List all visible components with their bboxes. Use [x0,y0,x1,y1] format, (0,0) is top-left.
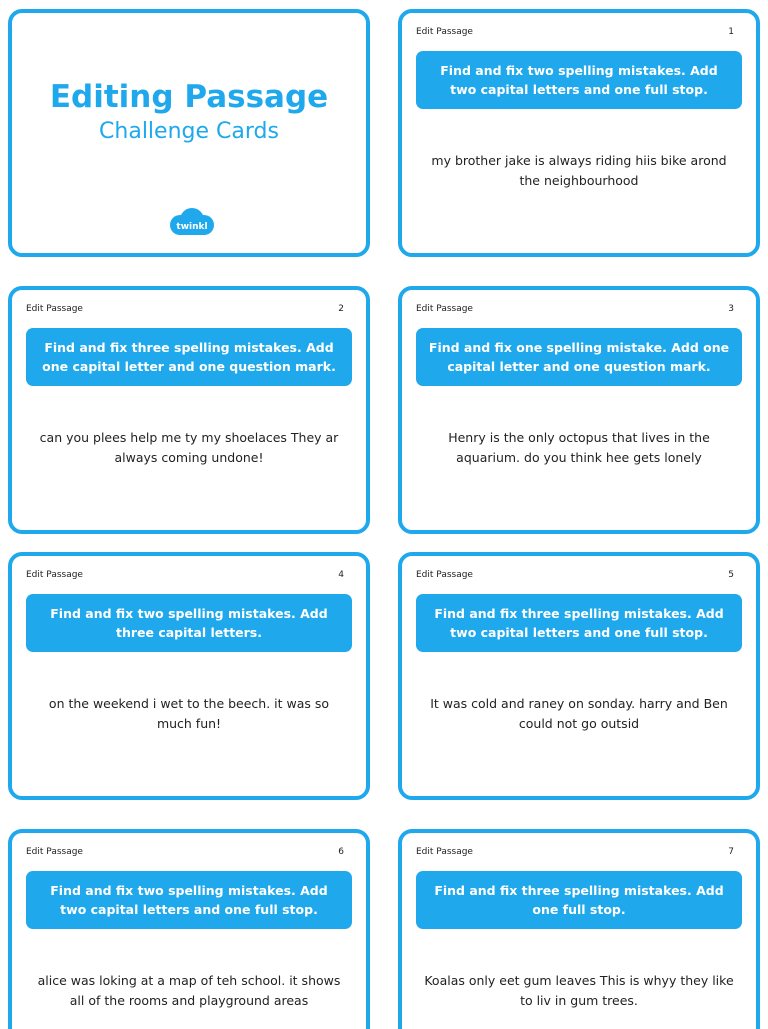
card-number: 4 [338,570,344,580]
instruction-text: Find and fix three spelling mistakes. Add one capital letter and one question mark. [42,340,336,374]
page-subtitle: Challenge Cards [99,119,279,144]
card-header: Edit Passage [416,847,473,857]
card-number: 6 [338,847,344,857]
instruction-text: Find and fix three spelling mistakes. Add one full stop. [434,883,724,917]
card-header: Edit Passage [416,27,473,37]
instruction-box [416,328,742,386]
instruction-box [416,594,742,652]
challenge-card-2 [8,286,370,534]
card-header: Edit Passage [26,304,83,314]
card-header: Edit Passage [416,570,473,580]
card-number: 2 [338,304,344,314]
instruction-box [416,51,742,109]
card-header: Edit Passage [26,570,83,580]
instruction-text: Find and fix two spelling mistakes. Add two capital letters and one full stop. [50,883,328,917]
card-header: Edit Passage [416,304,473,314]
instruction-text: Find and fix three spelling mistakes. Add two capital letters and one full stop. [434,606,724,640]
challenge-card-4 [8,552,370,800]
card-number: 3 [728,304,734,314]
challenge-card-7 [398,829,760,1029]
instruction-box [416,871,742,929]
card-header: Edit Passage [26,847,83,857]
instruction-box [26,871,352,929]
challenge-card-6 [8,829,370,1029]
card-number: 1 [728,27,734,37]
passage-text: It was cold and raney on sonday. harry and Ben could not go outsid [430,696,728,731]
challenge-card-1 [398,9,760,257]
challenge-card-3 [398,286,760,534]
title-card [8,9,370,257]
passage-text: can you plees help me ty my shoelaces They ar always coming undone! [39,430,339,465]
passage-text: alice was loking at a map of teh school. it shows all of the rooms and playground areas [37,973,341,1008]
instruction-box [26,594,352,652]
instruction-text: Find and fix one spelling mistake. Add one capital letter and one question mark. [428,340,730,374]
page-title: Editing Passage [49,79,329,115]
twinkl-logo-icon [168,207,216,239]
card-number: 5 [728,570,734,580]
instruction-text: Find and fix two spelling mistakes. Add three capital letters. [50,606,328,640]
svg-text:twinkl: twinkl [176,222,208,232]
passage-text: Koalas only eet gum leaves This is whyy they like to liv in gum trees. [424,973,734,1008]
passage-text: my brother jake is always riding hiis bike arond the neighbourhood [431,153,727,188]
challenge-card-5 [398,552,760,800]
instruction-box [26,328,352,386]
card-number: 7 [728,847,734,857]
passage-text: Henry is the only octopus that lives in the aquarium. do you think hee gets lonely [448,430,710,465]
passage-text: on the weekend i wet to the beech. it was so much fun! [48,696,330,731]
instruction-text: Find and fix two spelling mistakes. Add two capital letters and one full stop. [440,63,718,97]
